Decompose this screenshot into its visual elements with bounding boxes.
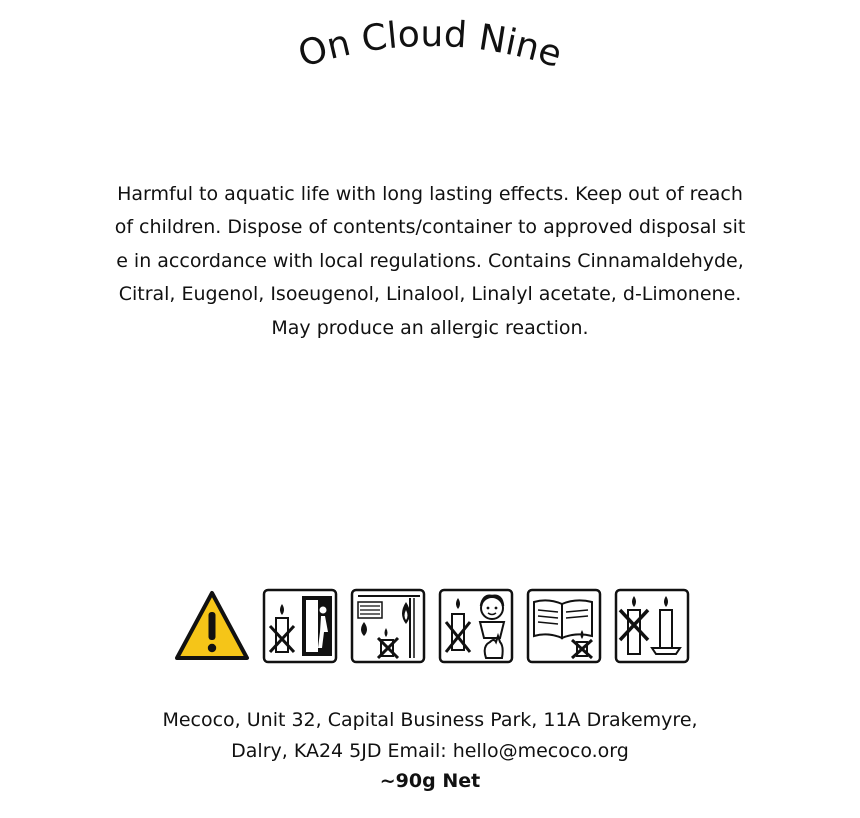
never-leave-candle-unattended-icon: [262, 588, 338, 664]
keep-away-from-drafts-icon: [526, 588, 602, 664]
warning-statement: Harmful to aquatic life with long lasting effects. Keep out of reach of children. Dispose of contents/container to approved disposal site in accordance with local regulations. Contains Cinnamaldehyde, Citral, Eugenol, Isoeugenol, Linalool, Linalyl acetate, d-Limonene. May produce an allergic reaction.: [114, 183, 746, 339]
manufacturer-address: [0, 705, 860, 767]
net-weight: ~90g Net: [379, 770, 481, 792]
keep-candles-apart-icon: [614, 588, 690, 664]
address-line-1: Mecoco, Unit 32, Capital Business Park, 11A Drakemyre,: [162, 709, 698, 731]
address-line-2: Dalry, KA24 5JD Email: hello@mecoco.org: [231, 740, 629, 762]
safety-icons-row: [174, 588, 694, 666]
keep-away-from-flammables-icon: [350, 588, 426, 664]
product-title-text: On Cloud Nine: [293, 13, 567, 76]
product-title: [0, 0, 860, 110]
keep-away-from-children-pets-icon: [438, 588, 514, 664]
svg-text:On Cloud Nine: [294, 14, 567, 76]
exclamation-warning-icon: [174, 588, 250, 664]
